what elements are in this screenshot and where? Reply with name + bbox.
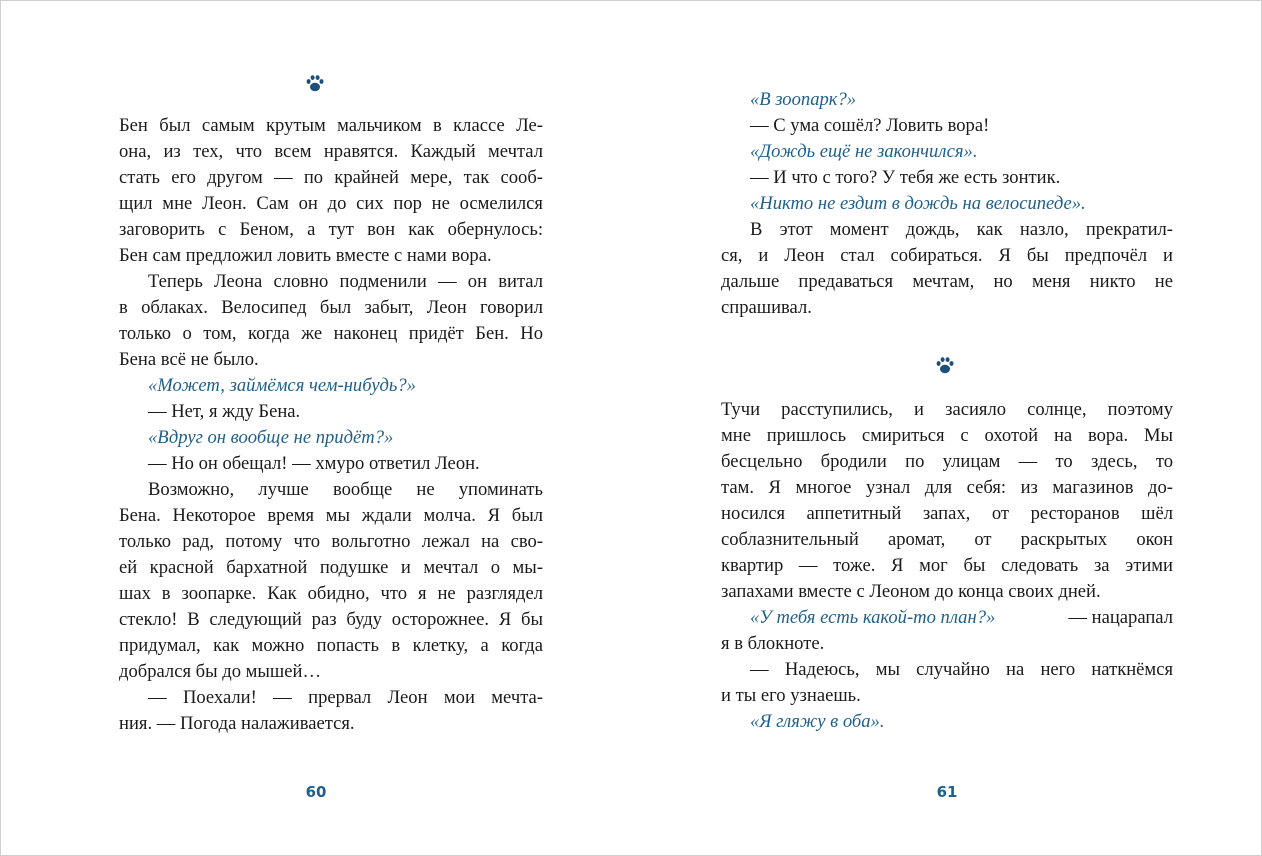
text-line: она, из тех, что всем нравятся. Каждый мечтал — [119, 141, 543, 162]
thought-line: «В зоопарк?» — [750, 89, 857, 110]
text-line: квартир — тоже. Я мог бы следовать за этими — [721, 555, 1173, 576]
right-text-bottom — [721, 397, 1173, 735]
thought-line: «Вдруг он вообще не придёт?» — [148, 427, 394, 448]
text-line: заговорить с Беном, а тут вон как обернулось: — [119, 219, 543, 240]
mixed-line — [721, 605, 1173, 631]
text-line: Бен сам предложил ловить вместе с нами вора. — [119, 245, 492, 266]
thought-fragment: «У тебя есть какой-то план?» — [750, 607, 996, 628]
text-line: шах в зоопарке. Как обидно, что я не разглядел — [119, 583, 543, 604]
text-line: только о том, когда же наконец придёт Бен. Но — [119, 323, 543, 344]
thought-line: «Я гляжу в оба». — [750, 711, 885, 732]
page-number: 61 — [936, 783, 958, 801]
thought-line: «Никто не ездит в дождь на велосипеде». — [750, 193, 1086, 214]
text-line: я в блокноте. — [721, 633, 825, 654]
text-line: стать его другом — по крайней мере, так сооб- — [119, 167, 543, 188]
text-line: дальше предаваться мечтам, но меня никто не — [721, 271, 1173, 292]
text-line: мне пришлось смириться с охотой на вора. Мы — [721, 425, 1173, 446]
thought-line: «Дождь ещё не закончился». — [750, 141, 978, 162]
text-line: добрался бы до мышей… — [119, 661, 322, 682]
text-line: Бена. Некоторое время мы ждали молча. Я был — [119, 505, 543, 526]
text-line: Бен был самым крутым мальчиком в классе Ле- — [119, 115, 543, 136]
text-line: и ты его узнаешь. — [721, 685, 861, 706]
paw-print-icon — [305, 73, 325, 93]
text-line: Бена всё не было. — [119, 349, 259, 370]
text-line: только рад, потому что вольготно лежал на сво- — [119, 531, 543, 552]
dialogue-line: — С ума сошёл? Ловить вора! — [750, 115, 990, 136]
thought-line: «Может, займёмся чем-нибудь?» — [148, 375, 416, 396]
text-line: Возможно, лучше вообще не упоминать — [148, 479, 543, 500]
left-page — [119, 1, 543, 855]
text-line: ся, и Леон стал собираться. Я бы предпочёл и — [721, 245, 1173, 266]
text-line: носился аппетитный запах, от ресторанов шёл — [721, 503, 1173, 524]
text-line: спрашивал. — [721, 297, 812, 318]
text-line: В этот момент дождь, как назло, прекратил- — [750, 219, 1173, 240]
paw-print-icon — [935, 355, 955, 375]
text-line: стекло! В следующий раз буду осторожнее. Я бы — [119, 609, 543, 630]
text-line: Тучи расступились, и засияло солнце, поэтому — [721, 399, 1173, 420]
text-line: бесцельно бродили по улицам — то здесь, то — [721, 451, 1173, 472]
text-line: в облаках. Велосипед был забыт, Леон говорил — [119, 297, 543, 318]
text-line: придумал, как можно попасть в клетку, а когда — [119, 635, 543, 656]
dialogue-line: — Но он обещал! — хмуро ответил Леон. — [148, 453, 480, 474]
dialogue-line: — Надеюсь, мы случайно на него наткнёмся — [750, 659, 1173, 680]
dialogue-line: — И что с того? У тебя же есть зонтик. — [750, 167, 1061, 188]
text-line: ей красной бархатной подушке и мечтал о мы- — [119, 557, 543, 578]
text-line: щил мне Леон. Сам он до сих пор не осмелился — [119, 193, 543, 214]
right-page — [721, 1, 1173, 855]
text-line: Теперь Леона словно подменили — он витал — [148, 271, 543, 292]
left-text — [119, 113, 543, 737]
right-text-top — [721, 87, 1173, 321]
dialogue-line: — Поехали! — прервал Леон мои мечта- — [148, 687, 543, 708]
page-number: 60 — [305, 783, 327, 801]
dialogue-line: — Нет, я жду Бена. — [148, 401, 301, 422]
text-line: соблазнительный аромат, от раскрытых окон — [721, 529, 1173, 550]
text-line: запахами вместе с Леоном до конца своих дней. — [721, 581, 1101, 602]
dialogue-line: ния. — Погода налаживается. — [119, 713, 355, 734]
text-line: там. Я многое узнал для себя: из магазинов до- — [721, 477, 1173, 498]
narration-fragment: — нацарапал — [1068, 607, 1173, 628]
